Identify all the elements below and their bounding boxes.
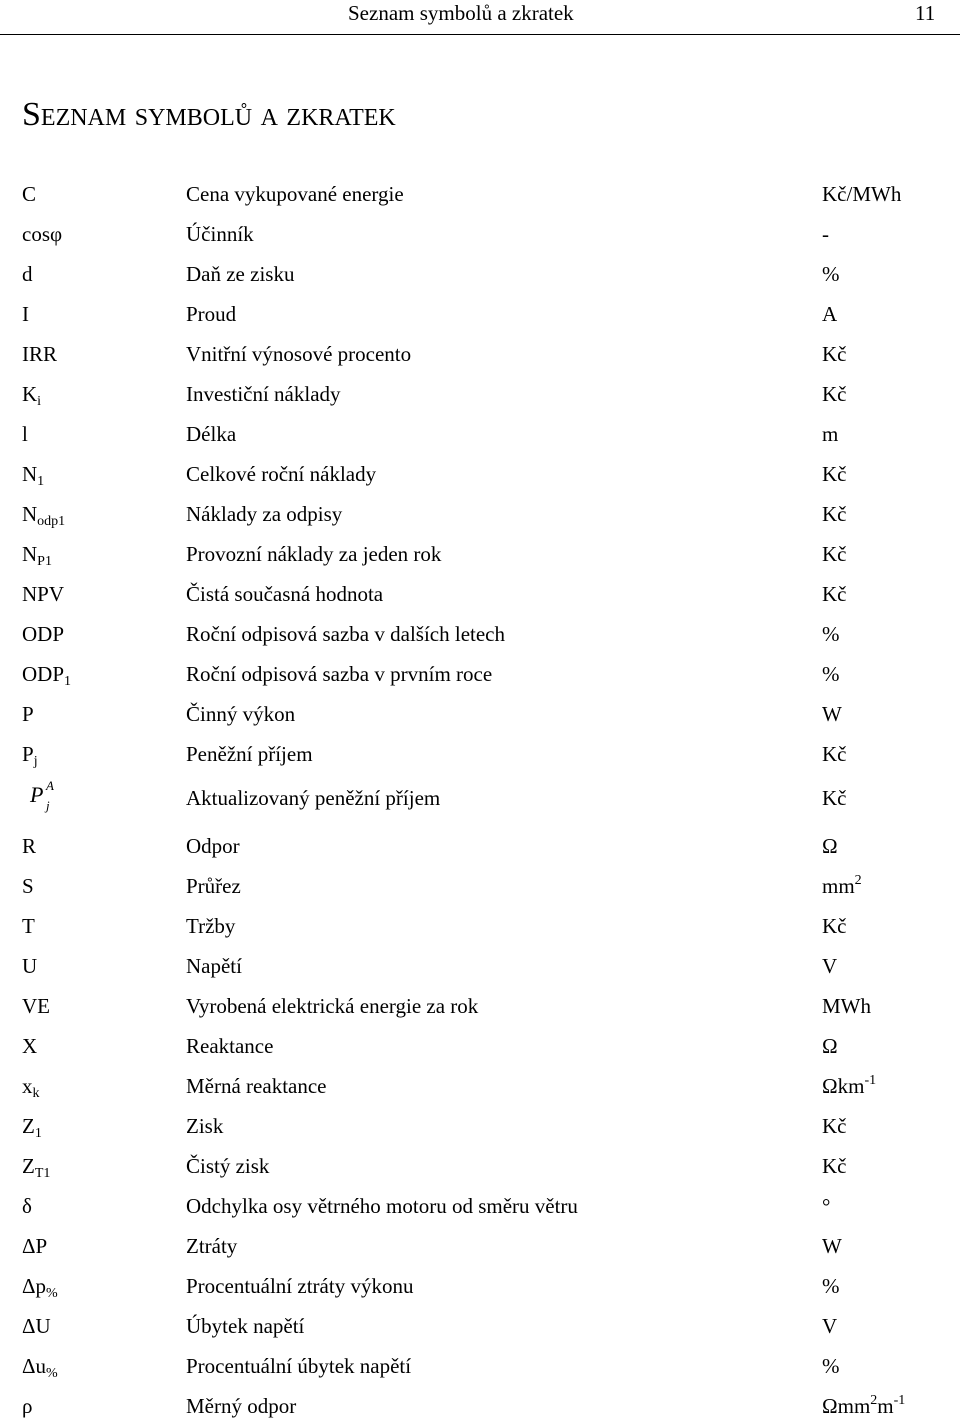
symbol-sub: 1 [37,474,45,489]
description: Průřez [186,874,241,898]
unit-main: mm [822,874,855,898]
description: Vyrobená elektrická energie za rok [186,994,479,1018]
description: Roční odpisová sazba v dalších letech [186,622,505,646]
symbol [22,1194,32,1219]
symbol-row [0,1024,960,1064]
description: Tržby [186,914,236,938]
symbol-row [0,572,960,612]
symbol-main: T [22,914,35,938]
description: Zisk [186,1114,224,1138]
description: Ztráty [186,1234,238,1258]
symbol-main: VE [22,994,50,1018]
symbol [22,462,44,487]
unit-main: ° [822,1194,831,1218]
unit-main: % [822,1354,840,1378]
symbol [22,914,35,939]
unit-main: Kč [822,786,847,810]
description: Měrný odpor [186,1394,297,1418]
unit [822,1314,837,1339]
symbol [22,874,34,899]
symbol-row [0,824,960,864]
unit [822,1274,840,1299]
symbol-main: x [22,1074,33,1098]
symbol [22,222,62,247]
symbol [22,834,36,859]
unit-main: W [822,1234,842,1258]
unit-main: Kč [822,342,847,366]
symbol [22,742,38,767]
symbol [22,422,28,447]
symbol [22,582,64,607]
unit [822,1074,876,1099]
symbol-row [0,1344,960,1384]
symbol [22,342,57,367]
symbol-sub: 1 [64,674,72,689]
symbol-row [0,1264,960,1304]
unit-main: Kč [822,382,847,406]
unit [822,786,847,811]
description: Peněžní příjem [186,742,313,766]
symbol-row [0,1224,960,1264]
description: Investiční náklady [186,382,341,406]
symbol-row [0,172,960,212]
unit-main: % [822,262,840,286]
unit [822,1154,847,1179]
symbol [22,702,34,727]
symbol [22,994,50,1019]
description: Reaktance [186,1034,274,1058]
symbol-row [0,1304,960,1344]
unit-main: % [822,622,840,646]
unit-main: Kč [822,1114,847,1138]
unit [822,1354,840,1379]
unit [822,914,847,939]
symbol-main: N [22,502,38,526]
symbol-sub: odp1 [37,514,66,529]
unit [822,302,837,327]
symbol-main: Δu [22,1354,47,1378]
unit-main: Ω [822,1034,838,1058]
unit [822,582,847,607]
symbol-main: ρ [22,1394,33,1418]
symbol-row [0,332,960,372]
symbol [22,662,71,687]
description: Čistá současná hodnota [186,582,384,606]
symbol-row [0,612,960,652]
symbol-sub: i [37,394,42,409]
symbol-row [0,492,960,532]
unit [822,1194,830,1219]
symbol-main: ODP [22,662,65,686]
symbol-main: P [30,782,44,807]
unit-main: m [822,422,839,446]
symbol-row [0,1064,960,1104]
unit-main: V [822,954,838,978]
unit-main: Kč [822,742,847,766]
symbol-main: ΔP [22,1234,48,1258]
symbol [22,1154,50,1179]
symbol-main: U [22,954,38,978]
description: Provozní náklady za jeden rok [186,542,442,566]
symbol-main: P [22,702,34,726]
symbol-sub: j [46,798,50,813]
description: Vnitřní výnosové procento [186,342,412,366]
unit [822,1234,842,1259]
symbol-sub: k [32,1086,40,1101]
unit [822,662,840,687]
symbol [22,622,64,647]
symbol-row [0,1384,960,1424]
symbol-main: Z [22,1154,35,1178]
symbol-main: Δp [22,1274,47,1298]
symbol-row [0,944,960,984]
description: Procentuální ztráty výkonu [186,1274,414,1298]
unit-main-2: m [877,1394,894,1418]
unit-main: V [822,1314,838,1338]
symbol-main: R [22,834,37,858]
symbol [22,1354,58,1379]
description: Účinník [186,222,254,246]
page-title: Seznam symbolů a zkratek [22,96,396,133]
unit [822,422,838,447]
symbol [30,778,70,818]
symbol [22,182,36,207]
symbol-row [0,1104,960,1144]
description: Cena vykupované energie [186,182,404,206]
symbol [22,1074,40,1099]
symbol-sub: % [46,1366,58,1381]
unit-main: Kč [822,582,847,606]
symbol-row [0,864,960,904]
symbol-main: d [22,262,33,286]
description: Náklady za odpisy [186,502,343,526]
symbol [22,954,37,979]
unit-main: Kč [822,1154,847,1178]
symbol-row [0,372,960,412]
unit-main: % [822,1274,840,1298]
symbol-sub: % [46,1286,58,1301]
description: Činný výkon [186,702,296,726]
description: Celkové roční náklady [186,462,377,486]
header-rule [0,34,960,35]
symbol-row [0,732,960,772]
unit [822,462,847,487]
unit [822,382,847,407]
page-header [0,0,960,36]
running-title: Seznam symbolů a zkratek [348,1,574,25]
symbol-main: δ [22,1194,32,1218]
unit [822,702,842,727]
unit-main: % [822,662,840,686]
description: Aktualizovaný peněžní příjem [186,786,441,810]
symbol [22,1314,51,1339]
unit [822,834,838,859]
description: Roční odpisová sazba v prvním roce [186,662,493,686]
description: Proud [186,302,237,326]
description: Napětí [186,954,242,978]
unit-main: Kč/MWh [822,182,902,206]
unit-main: Kč [822,462,847,486]
symbol-main: cosφ [22,222,63,246]
unit [822,994,871,1019]
symbol-sub: T1 [34,1166,51,1181]
symbol-main: l [22,422,28,446]
symbol-row [0,292,960,332]
unit-main: A [822,302,838,326]
symbol-row [0,652,960,692]
symbol-main: P [22,742,34,766]
symbol-row [0,1144,960,1184]
symbol-main: S [22,874,34,898]
symbol-main: NPV [22,582,65,606]
unit [822,1394,905,1419]
symbol-row [0,1184,960,1224]
symbol-main: N [22,462,38,486]
symbol [22,542,52,567]
symbol-sub: j [33,754,38,769]
symbol [22,1234,47,1259]
symbol-sub: P1 [37,554,52,569]
unit [822,954,837,979]
symbol-row [0,772,960,824]
description: Měrná reaktance [186,1074,327,1098]
symbol-sup: A [46,778,54,793]
unit [822,222,829,247]
symbol-main: IRR [22,342,58,366]
symbol-row [0,532,960,572]
unit [822,342,847,367]
symbol-list [0,172,960,1424]
symbol-row [0,412,960,452]
unit [822,622,840,647]
unit [822,262,840,287]
symbol-main: ODP [22,622,65,646]
symbol-sub: 1 [34,1126,42,1141]
unit-sup: 2 [870,1393,878,1408]
symbol [22,382,41,407]
symbol [22,262,33,287]
unit-main: Ω [822,834,838,858]
symbol-main: N [22,542,38,566]
symbol-main: Z [22,1114,35,1138]
symbol-row [0,452,960,492]
unit-sup: 2 [854,873,862,888]
symbol-row [0,252,960,292]
unit [822,182,901,207]
unit [822,1114,847,1139]
symbol-row [0,212,960,252]
symbol-main: I [22,302,29,326]
symbol [22,502,65,527]
page-number: 11 [915,1,936,25]
symbol [22,1394,32,1419]
unit [822,742,847,767]
unit-main: Kč [822,502,847,526]
symbol-row [0,904,960,944]
symbol-main: ΔU [22,1314,51,1338]
description: Délka [186,422,237,446]
symbol [22,1114,42,1139]
symbol [22,1274,58,1299]
symbol-main: X [22,1034,38,1058]
unit-main: - [822,222,829,246]
unit-main: W [822,702,842,726]
unit [822,542,847,567]
unit-sup: -1 [864,1073,877,1088]
symbol [22,302,29,327]
unit [822,874,862,899]
unit-main: MWh [822,994,871,1018]
description: Procentuální úbytek napětí [186,1354,412,1378]
symbol-row [0,984,960,1024]
description: Odchylka osy větrného motoru od směru větru [186,1194,578,1218]
unit [822,502,847,527]
symbol-main: K [22,382,38,406]
symbol [22,1034,37,1059]
unit-main: Kč [822,914,847,938]
description: Úbytek napětí [186,1314,305,1338]
unit-main: Ωmm [822,1394,871,1418]
unit-main: Kč [822,542,847,566]
symbol-row [0,692,960,732]
description: Daň ze zisku [186,262,295,286]
description: Čistý zisk [186,1154,270,1178]
description: Odpor [186,834,240,858]
unit [822,1034,838,1059]
unit-sup-2: -1 [893,1393,906,1408]
unit-main: Ωkm [822,1074,865,1098]
symbol-main: C [22,182,37,206]
